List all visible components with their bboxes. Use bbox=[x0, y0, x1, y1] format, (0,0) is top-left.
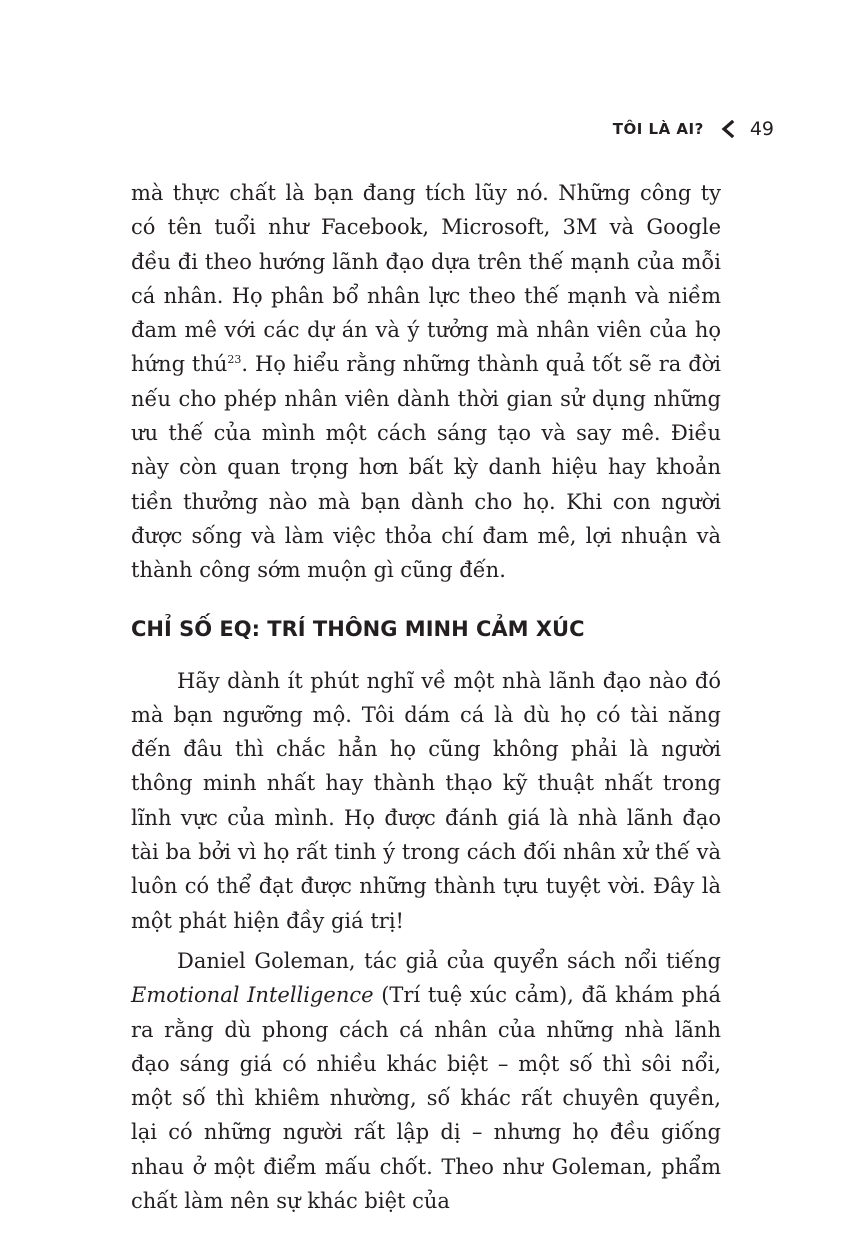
paragraph-goleman bbox=[131, 944, 721, 1218]
book-title: Emotional Intelligence bbox=[131, 983, 374, 1008]
running-header bbox=[613, 118, 774, 140]
paragraph-text: mà thực chất là bạn đang tích lũy nó. Những công ty có tên tuổi như Facebook, Microsoft, 3M và Google đều đi theo hướng lãnh đạo dựa trên thế mạnh của mỗi cá nhân. Họ phân bổ nhân lực theo thế mạnh và niềm đam mê với các dự án và ý tưởng mà nhân viên của họ hứng thú bbox=[131, 181, 721, 377]
page-number: 49 bbox=[749, 118, 774, 140]
page-body bbox=[131, 176, 721, 1218]
paragraph-text-continued: . Họ hiểu rằng những thành quả tốt sẽ ra đời nếu cho phép nhân viên dành thời gian sử dụng những ưu thế của mình một cách sáng tạo và say mê. Điều này còn quan trọng hơn bất kỳ danh hiệu hay khoản tiền thưởng nào mà bạn dành cho họ. Khi con người được sống và làm việc thỏa chí đam mê, lợi nhuận và thành công sớm muộn gì cũng đến. bbox=[131, 352, 722, 583]
paragraph-text-continued: (Trí tuệ xúc cảm), đã khám phá ra rằng dù phong cách cá nhân của những nhà lãnh đạo sáng giá có nhiều khác biệt – một số thì sôi nổi, một số thì khiêm nhường, số khác rất chuyên quyền, lại có những người rất lập dị – nhưng họ đều giống nhau ở một điểm mấu chốt. Theo như Goleman, phẩm chất làm nên sự khác biệt của bbox=[131, 983, 721, 1214]
chapter-title: TÔI LÀ AI? bbox=[612, 120, 704, 138]
paragraph-leaders: Hãy dành ít phút nghĩ về một nhà lãnh đạo nào đó mà bạn ngưỡng mộ. Tôi dám cá là dù họ có tài năng đến đâu thì chắc hẳn họ cũng không phải là người thông minh nhất hay thành thạo kỹ thuật nhất trong lĩnh vực của mình. Họ được đánh giá là nhà lãnh đạo tài ba bởi vì họ rất tinh ý trong cách đối nhân xử thế và luôn có thể đạt được những thành tựu tuyệt vời. Đây là một phát hiện đầy giá trị! bbox=[131, 668, 721, 933]
paragraph-continued bbox=[131, 176, 721, 588]
chevron-left-icon bbox=[720, 120, 736, 138]
paragraph-text: Daniel Goleman, tác giả của quyển sách nổi tiếng bbox=[177, 948, 721, 973]
section-heading: CHỈ SỐ EQ: TRÍ THÔNG MINH CẢM XÚC bbox=[131, 616, 585, 641]
footnote-marker: 23 bbox=[227, 353, 242, 367]
